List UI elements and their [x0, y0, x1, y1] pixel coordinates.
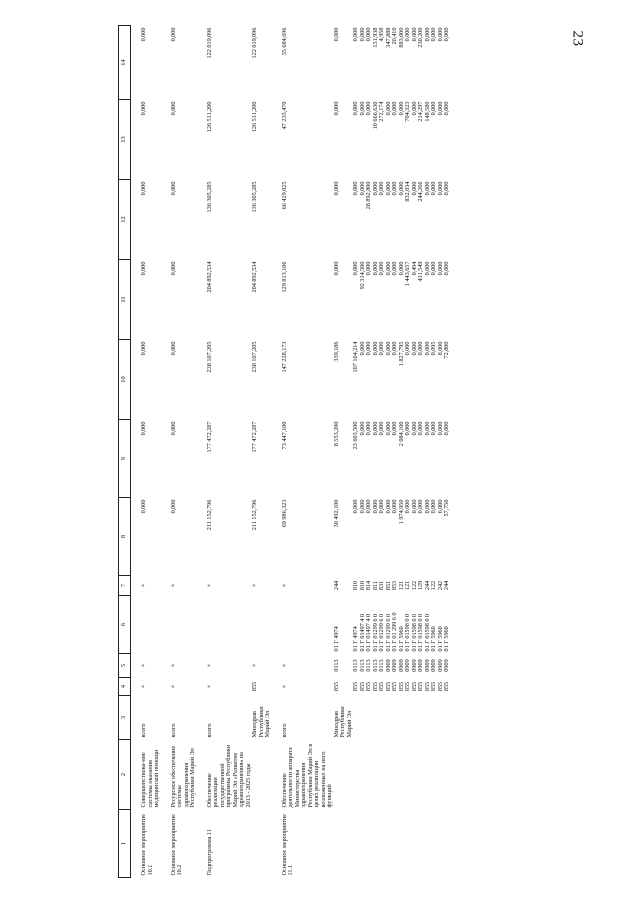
- cell-col-13: 47 235,470: [280, 101, 288, 130]
- cell-col-9: 0,000: [430, 421, 437, 436]
- cell-col-4: ×: [140, 684, 147, 689]
- cell-col-13: 0,000: [358, 101, 366, 116]
- cell-col-4: 855: [352, 681, 359, 692]
- cell-col-14: 122 019,096: [251, 27, 258, 59]
- cell-col-14: 20,410: [391, 27, 398, 45]
- cell-col-7: 851: [384, 580, 392, 591]
- cell-col-7: 244: [332, 580, 340, 591]
- cell-col-13: 126 511,200: [205, 101, 213, 133]
- cell-col-8: 0,000: [358, 499, 366, 514]
- cell-col-8: 1 974,950: [397, 499, 405, 525]
- cell-col-13: 0,000: [436, 101, 444, 116]
- cell-col-10: 0,000: [410, 341, 418, 356]
- cell-col-6: 01 Г 01598 0 0: [410, 613, 418, 652]
- cell-col-11: 1 443,657: [404, 261, 411, 287]
- cell-col-11: 129 813,106: [280, 261, 288, 293]
- cell-col-10: 0,000: [140, 341, 147, 356]
- cell-col-12: 0,000: [169, 181, 177, 196]
- column-number-11: 11: [119, 260, 131, 340]
- cell-col-5: ×: [140, 663, 147, 668]
- cell-col-13: 0,000: [397, 101, 405, 116]
- cell-col-12: 28 892,800: [365, 181, 372, 210]
- budget-table-sheet: [118, 26, 610, 878]
- cell-col-7: 121: [397, 580, 405, 591]
- table-row: [334, 26, 354, 878]
- cell-col-13: 0,000: [140, 101, 147, 116]
- column-number-13: 13: [119, 100, 131, 180]
- cell-col-6: 01 Г 4974: [352, 626, 359, 652]
- column-number-10: 10: [119, 340, 131, 420]
- cell-col-11: 0,000: [443, 261, 450, 276]
- cell-col-7: ×: [205, 583, 213, 588]
- cell-col-8: 0,000: [140, 499, 147, 514]
- cell-col-6: 01 Г 5960: [430, 626, 437, 652]
- cell-col-9: 0,000: [443, 421, 450, 436]
- cell-col-8: 211 152,796: [251, 499, 258, 531]
- cell-col-14: 347,888: [384, 27, 392, 48]
- cell-col-6: [197, 596, 253, 654]
- cell-col-6: 01 Г 01497 4 0: [365, 613, 372, 652]
- cell-col-6: 01 Г 5960: [443, 626, 450, 652]
- cell-col-6: 01 Г 5960: [397, 626, 405, 652]
- cell-col-5: 0909: [410, 659, 418, 672]
- cell-col-2: Ресурсное обеспечение системы здравоохранения Республики Марий Эл: [169, 745, 196, 808]
- cell-col-10: 0,000: [384, 341, 392, 356]
- cell-col-4: 855: [423, 681, 431, 692]
- cell-col-1: Основное мероприятие 10.1: [140, 814, 154, 876]
- cell-col-8: 0,000: [384, 499, 392, 514]
- cell-col-10: 72,800: [443, 341, 450, 359]
- cell-col-4: 855: [417, 681, 424, 692]
- cell-col-8: 0,000: [371, 499, 379, 514]
- cell-col-12: 0,000: [436, 181, 444, 196]
- cell-col-10: 0,000: [423, 341, 431, 356]
- cell-col-11: 0,000: [423, 261, 431, 276]
- cell-col-12: 136 305,285: [205, 181, 213, 213]
- cell-col-5: 0113: [358, 659, 366, 672]
- cell-col-1: Подпрограмма 11: [205, 829, 213, 876]
- cell-col-3: Минздрав Республики Марий Эл: [332, 706, 353, 738]
- column-number-3: 3: [119, 696, 131, 740]
- cell-col-13: 0,000: [391, 101, 398, 116]
- cell-col-10: 0,000: [417, 341, 424, 356]
- column-number-8: 8: [119, 498, 131, 576]
- cell-col-2: Обеспечение деятельности аппарата Министерства здравоохранения Республики Марий Эл в целях реализации возложенных на него функций: [280, 743, 333, 808]
- cell-col-12: 0,000: [423, 181, 431, 196]
- cell-col-14: 0,000: [443, 27, 450, 42]
- cell-col-6: 01 Г 01598 0 0: [423, 613, 431, 652]
- column-number-14: 14: [119, 26, 131, 100]
- column-number-2: 2: [119, 740, 131, 810]
- cell-col-7: 810: [352, 580, 359, 591]
- cell-col-10: 0,000: [169, 341, 177, 356]
- cell-col-14: 0,000: [404, 27, 411, 42]
- cell-col-5: 0909: [404, 659, 411, 672]
- column-number-row: [119, 26, 131, 878]
- cell-col-4: 855: [251, 681, 258, 692]
- cell-col-9: 23 603,500: [352, 421, 359, 450]
- cell-col-11: 0,000: [332, 261, 340, 276]
- column-number-7: 7: [119, 576, 131, 596]
- column-number-1: 1: [119, 810, 131, 878]
- cell-col-4: 855: [436, 681, 444, 692]
- cell-col-1: Основное мероприятие 11.1: [280, 814, 294, 876]
- cell-col-2: [252, 740, 272, 810]
- cell-col-11: 92 314,500: [358, 261, 366, 290]
- cell-col-9: 0,000: [378, 421, 385, 436]
- cell-col-13: 0,000: [169, 101, 177, 116]
- cell-col-7: 121: [404, 580, 411, 591]
- cell-col-14: 0,000: [365, 27, 372, 42]
- cell-col-12: 0,000: [391, 181, 398, 196]
- cell-col-13: 0,000: [365, 101, 372, 116]
- table-row: [272, 26, 334, 878]
- cell-col-9: 177 472,287: [251, 421, 258, 453]
- cell-col-12: 0,000: [358, 181, 366, 196]
- cell-col-14: 0,000: [169, 27, 177, 42]
- cell-col-14: 4,958: [378, 27, 385, 42]
- cell-col-7: 242: [436, 580, 444, 591]
- cell-col-12: 0,000: [332, 181, 340, 196]
- cell-col-5: ×: [205, 663, 213, 668]
- cell-col-11: 204 892,534: [205, 261, 213, 293]
- cell-col-9: 0,000: [169, 421, 177, 436]
- cell-col-10: 0,000: [391, 341, 398, 356]
- cell-col-9: 0,000: [358, 421, 366, 436]
- cell-col-3: [444, 696, 451, 740]
- cell-col-9: 2 084,100: [397, 421, 405, 447]
- cell-col-10: 0,000: [404, 341, 411, 356]
- cell-col-7: 129: [417, 580, 424, 591]
- column-number-9: 9: [119, 420, 131, 498]
- cell-col-8: 0,000: [169, 499, 177, 514]
- cell-col-9: 0,000: [410, 421, 418, 436]
- cell-col-13: 0,000: [384, 101, 392, 116]
- cell-col-13: 272,174: [378, 101, 385, 122]
- cell-col-3: всего: [169, 723, 177, 738]
- cell-col-12: 136 305,285: [251, 181, 258, 213]
- cell-col-6: 01 Г 01598 0 0: [417, 613, 424, 652]
- cell-col-5: 0113: [365, 659, 372, 672]
- cell-col-10: 8,000: [436, 341, 444, 356]
- cell-col-9: 0,000: [384, 421, 392, 436]
- cell-col-6: 01 Г 01 299 6 0: [391, 612, 398, 652]
- cell-col-6: [161, 596, 197, 654]
- cell-col-3: всего: [280, 723, 288, 738]
- cell-col-12: 0,000: [378, 181, 385, 196]
- cell-col-4: 855: [443, 681, 450, 692]
- cell-col-8: 69 986,323: [280, 499, 288, 528]
- cell-col-14: 0,000: [332, 27, 340, 42]
- budget-table: [118, 25, 451, 878]
- cell-col-11: 0,000: [397, 261, 405, 276]
- cell-col-12: 0,000: [430, 181, 437, 196]
- cell-col-12: 244,266: [417, 181, 424, 202]
- cell-col-8: 6,000: [436, 499, 444, 514]
- cell-col-5: ×: [251, 663, 258, 668]
- cell-col-12: 832,034: [404, 181, 411, 202]
- cell-col-14: 0,000: [436, 27, 444, 42]
- cell-col-11: 0,000: [436, 261, 444, 276]
- cell-col-7: ×: [251, 583, 258, 588]
- cell-col-12: 0,000: [397, 181, 405, 196]
- cell-col-10: 1 827,795: [397, 341, 405, 367]
- cell-col-10: 0,095: [430, 341, 437, 356]
- cell-col-5: 0113: [332, 659, 340, 672]
- cell-col-11: 0,000: [169, 261, 177, 276]
- cell-col-6: 01 Г 01598 0 0: [404, 613, 411, 652]
- cell-col-4: 855: [358, 681, 366, 692]
- column-number-6: 6: [119, 596, 131, 654]
- cell-col-13: 0,000: [443, 101, 450, 116]
- cell-col-9: 0,000: [140, 421, 147, 436]
- cell-col-3: всего: [205, 723, 213, 738]
- cell-col-10: 107 104,214: [352, 341, 359, 373]
- cell-col-8: 30 492,100: [332, 499, 340, 528]
- cell-col-8: 0,000: [417, 499, 424, 514]
- cell-col-11: 0,494: [410, 261, 418, 276]
- cell-col-4: 855: [384, 681, 392, 692]
- cell-col-1: [444, 810, 451, 878]
- cell-col-12: 0,000: [384, 181, 392, 196]
- cell-col-3: Минздрав Республики Марий Эл: [251, 706, 271, 738]
- cell-col-12: 0,000: [140, 181, 147, 196]
- cell-col-6: [131, 596, 161, 654]
- cell-col-4: 855: [332, 681, 340, 692]
- cell-col-14: 0,000: [352, 27, 359, 42]
- table-row: [161, 26, 197, 878]
- cell-col-13: 704,323: [404, 101, 411, 122]
- cell-col-3: всего: [140, 723, 147, 738]
- table-row: [197, 26, 253, 878]
- cell-col-6: 01 Г 01299 6 0: [378, 613, 385, 652]
- cell-col-5: 0909: [417, 659, 424, 672]
- table-row: [252, 26, 272, 878]
- cell-col-5: 0113: [378, 659, 385, 672]
- column-number-4: 4: [119, 678, 131, 696]
- cell-col-12: 0,000: [410, 181, 418, 196]
- cell-col-5: 0909: [397, 659, 405, 672]
- cell-col-5: 0909: [423, 659, 431, 672]
- cell-col-13: 0,000: [352, 101, 359, 116]
- cell-col-9: 0,000: [404, 421, 411, 436]
- column-number-5: 5: [119, 654, 131, 678]
- page-number: 23: [569, 30, 586, 47]
- cell-col-2: Обеспечение реализации государственной программы Республики Марий Эл «Развитие здравоохранения» на 2013 - 2025 годы: [205, 745, 252, 808]
- cell-col-2: Совершенствова-ние системы оказания медицинской помощи: [140, 749, 160, 808]
- cell-col-11: 0,000: [391, 261, 398, 276]
- cell-col-9: 0,000: [371, 421, 379, 436]
- cell-col-11: 0,000: [140, 261, 147, 276]
- cell-col-10: 238 107,205: [251, 341, 258, 373]
- cell-col-8: 0,000: [352, 499, 359, 514]
- cell-col-6: 01 Г 01497 4 0: [358, 613, 366, 652]
- cell-col-7: ×: [280, 583, 288, 588]
- cell-col-8: 0,000: [404, 499, 411, 514]
- cell-col-7: 810: [358, 580, 366, 591]
- cell-col-13: 148,580: [423, 101, 431, 122]
- cell-col-1: [252, 810, 272, 878]
- cell-col-11: 0,000: [371, 261, 379, 276]
- cell-col-6: 01 Г 01299 6 0: [384, 613, 392, 652]
- cell-col-6: 01 Г 01299 6 0: [371, 613, 379, 652]
- cell-col-8: 0,000: [378, 499, 385, 514]
- cell-col-4: 855: [365, 681, 372, 692]
- cell-col-5: ×: [280, 663, 288, 668]
- cell-col-6: [252, 596, 272, 654]
- cell-col-11: 431,549: [417, 261, 424, 282]
- cell-col-12: 0,000: [443, 181, 450, 196]
- cell-col-10: 238 107,205: [205, 341, 213, 373]
- cell-col-11: 204 892,534: [251, 261, 258, 293]
- cell-col-4: 855: [371, 681, 379, 692]
- cell-col-5: 0909: [391, 659, 398, 672]
- cell-col-14: 0,000: [410, 27, 418, 42]
- cell-col-7: 122: [430, 580, 437, 591]
- cell-col-13: 0,000: [410, 101, 418, 116]
- cell-col-11: 0,000: [352, 261, 359, 276]
- cell-col-13: 214,297: [417, 101, 424, 122]
- cell-col-12: 0,000: [352, 181, 359, 196]
- cell-col-10: 147 228,173: [280, 341, 288, 373]
- cell-col-10: 0,000: [378, 341, 385, 356]
- cell-col-5: 0909: [384, 659, 392, 672]
- cell-col-9: 73 447,100: [280, 421, 288, 450]
- cell-col-5: 0113: [352, 659, 359, 672]
- column-number-12: 12: [119, 180, 131, 260]
- table-row: [444, 26, 451, 878]
- cell-col-4: 855: [404, 681, 411, 692]
- cell-col-4: 855: [391, 681, 398, 692]
- cell-col-5: 0909: [443, 659, 450, 672]
- cell-col-8: 0,000: [365, 499, 372, 514]
- cell-col-13: 0,000: [430, 101, 437, 116]
- cell-col-8: 0,000: [423, 499, 431, 514]
- cell-col-12: 0,000: [371, 181, 379, 196]
- cell-col-7: 814: [365, 580, 372, 591]
- cell-col-14: 35 684,696: [280, 27, 288, 56]
- cell-col-7: 244: [443, 580, 450, 591]
- table-body: [131, 26, 451, 878]
- cell-col-4: 855: [378, 681, 385, 692]
- cell-col-4: 855: [397, 681, 405, 692]
- cell-col-2: [444, 740, 451, 810]
- cell-col-5: ×: [169, 663, 177, 668]
- cell-col-8: 0,000: [430, 499, 437, 514]
- cell-col-4: 855: [410, 681, 418, 692]
- cell-col-10: 339,186: [332, 341, 340, 362]
- cell-col-14: 230,200: [417, 27, 424, 48]
- cell-col-13: 126 511,200: [251, 101, 258, 133]
- cell-col-6: 01 Г 4974: [332, 626, 340, 652]
- cell-col-2: [334, 740, 354, 810]
- cell-col-7: 244: [423, 580, 431, 591]
- cell-col-8: 0,000: [410, 499, 418, 514]
- cell-col-14: 0,000: [430, 27, 437, 42]
- cell-col-10: 0,000: [371, 341, 379, 356]
- cell-col-5: 0909: [436, 659, 444, 672]
- cell-col-14: 131,938: [371, 27, 379, 48]
- cell-col-7: ×: [169, 583, 177, 588]
- cell-col-7: 853: [391, 580, 398, 591]
- cell-col-8: 57,750: [443, 499, 450, 517]
- cell-col-12: 66 429,025: [280, 181, 288, 210]
- cell-col-14: 0,000: [140, 27, 147, 42]
- cell-col-6: 01 Г 5960: [436, 626, 444, 652]
- cell-col-1: [334, 810, 354, 878]
- cell-col-1: Основное мероприятие 10.2: [169, 814, 183, 876]
- table-row: [131, 26, 161, 878]
- cell-col-7: 122: [410, 580, 418, 591]
- cell-col-5: 0113: [371, 659, 379, 672]
- cell-col-8: 0,000: [391, 499, 398, 514]
- cell-col-9: 0,000: [436, 421, 444, 436]
- cell-col-13: 10 666,630: [371, 101, 379, 130]
- cell-col-9: 0,000: [391, 421, 398, 436]
- cell-col-10: 0,000: [365, 341, 372, 356]
- cell-col-9: 177 472,287: [205, 421, 213, 453]
- cell-col-11: 0,000: [378, 261, 385, 276]
- cell-col-7: ×: [140, 583, 147, 588]
- cell-col-4: ×: [205, 684, 213, 689]
- cell-col-4: 855: [430, 681, 437, 692]
- cell-col-9: 0,000: [417, 421, 424, 436]
- cell-col-6: [272, 596, 334, 654]
- cell-col-9: 0,000: [423, 421, 431, 436]
- cell-col-5: 0909: [430, 659, 437, 672]
- cell-col-7: 831: [378, 580, 385, 591]
- cell-col-11: 0,000: [430, 261, 437, 276]
- cell-col-11: 0,000: [384, 261, 392, 276]
- cell-col-11: 0,000: [365, 261, 372, 276]
- cell-col-14: 122 019,096: [205, 27, 213, 59]
- cell-col-9: 0,000: [365, 421, 372, 436]
- cell-col-14: 883,000: [397, 27, 405, 48]
- cell-col-14: 0,000: [423, 27, 431, 42]
- cell-col-9: 8 553,200: [332, 421, 340, 447]
- cell-col-7: 811: [371, 580, 379, 591]
- cell-col-13: 0,000: [332, 101, 340, 116]
- cell-col-14: 0,000: [358, 27, 366, 42]
- cell-col-10: 0,000: [358, 341, 366, 356]
- cell-col-4: ×: [169, 684, 177, 689]
- cell-col-4: ×: [280, 684, 288, 689]
- cell-col-8: 211 152,796: [205, 499, 213, 531]
